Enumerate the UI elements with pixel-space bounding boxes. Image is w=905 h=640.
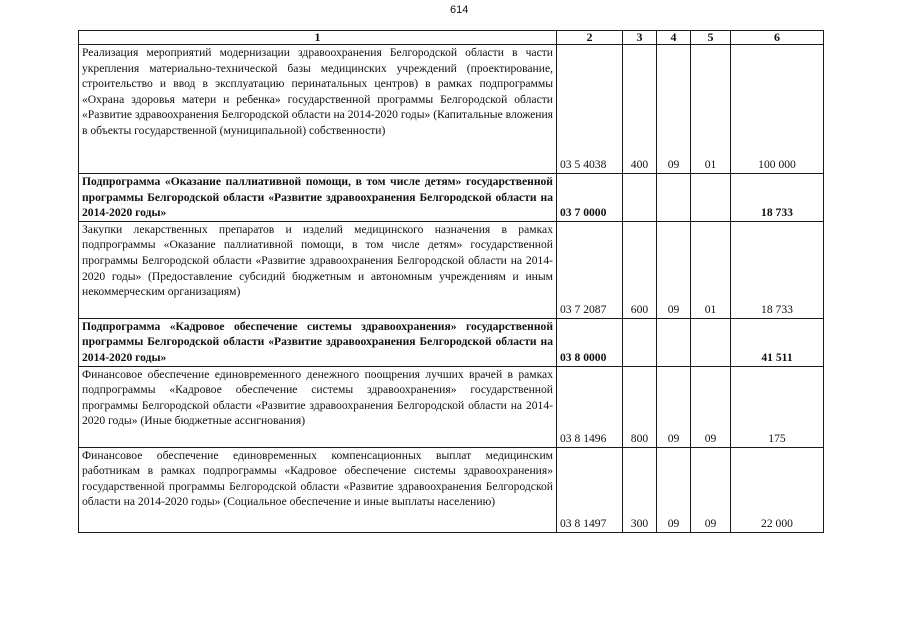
header-col-2: 2 [557,31,623,45]
row-description: Подпрограмма «Оказание паллиативной помощи, в том числе детям» государственной программы Белгородской области «Развитие здравоохранения Белгородской области на 2014-2020 годы» [79,174,557,222]
header-row [79,31,824,45]
row-code: 03 8 1497 [557,447,623,532]
row-subsection: 01 [691,221,731,318]
row-expense-type [623,174,657,222]
row-amount: 18 733 [731,174,824,222]
header-col-6: 6 [731,31,824,45]
table-row [79,366,824,447]
row-amount: 22 000 [731,447,824,532]
subprogram-row [79,174,824,222]
row-amount: 175 [731,366,824,447]
row-code: 03 7 0000 [557,174,623,222]
header-col-4: 4 [657,31,691,45]
subprogram-row [79,318,824,366]
row-section: 09 [657,447,691,532]
row-amount: 100 000 [731,45,824,174]
row-description: Реализация мероприятий модернизации здравоохранения Белгородской области в части укрепления материально-технической базы медицинских учреждений (проектирование, строительство и ввод в эксплуатацию перинатальных центров) в рамках подпрограммы «Охрана здоровья матери и ребенка» государственной программы Белгородской области «Развитие здравоохранения Белгородской области на 2014-2020 годы» (Капитальные вложения в объекты государственной (муниципальной) собственности) [79,45,557,174]
row-code: 03 5 4038 [557,45,623,174]
row-amount: 41 511 [731,318,824,366]
row-subsection [691,174,731,222]
row-subsection [691,318,731,366]
row-expense-type: 800 [623,366,657,447]
row-subsection: 09 [691,447,731,532]
row-amount: 18 733 [731,221,824,318]
row-expense-type: 300 [623,447,657,532]
table-row [79,447,824,532]
row-code: 03 8 0000 [557,318,623,366]
row-subsection: 01 [691,45,731,174]
header-col-3: 3 [623,31,657,45]
header-col-1: 1 [79,31,557,45]
row-description: Финансовое обеспечение единовременного денежного поощрения лучших врачей в рамках подпрограммы «Кадровое обеспечение системы здравоохранения» государственной программы Белгородской области «Развитие здравоохранения Белгородской области на 2014-2020 годы» (Иные бюджетные ассигнования) [79,366,557,447]
row-description: Финансовое обеспечение единовременных компенсационных выплат медицинским работникам в рамках подпрограммы «Кадровое обеспечение системы здравоохранения» государственной программы Белгородской области «Развитие здравоохранения Белгородской области на 2014-2020 годы» (Социальное обеспечение и иные выплаты населению) [79,447,557,532]
row-subsection: 09 [691,366,731,447]
row-section: 09 [657,221,691,318]
header-col-5: 5 [691,31,731,45]
row-section [657,318,691,366]
row-section [657,174,691,222]
row-expense-type: 400 [623,45,657,174]
table-row [79,221,824,318]
row-description: Подпрограмма «Кадровое обеспечение системы здравоохранения» государственной программы Белгородской области «Развитие здравоохранения Белгородской области на 2014-2020 годы» [79,318,557,366]
budget-table [78,30,824,533]
row-section: 09 [657,45,691,174]
page-number: 614 [450,4,469,16]
row-expense-type [623,318,657,366]
row-expense-type: 600 [623,221,657,318]
row-code: 03 8 1496 [557,366,623,447]
row-description: Закупки лекарственных препаратов и изделий медицинского назначения в рамках подпрограммы «Оказание паллиативной помощи, в том числе детям» государственной программы Белгородской области «Развитие здравоохранения Белгородской области на 2014-2020 годы» (Предоставление субсидий бюджетным и автономным учреждениям и иным некоммерческим организациям) [79,221,557,318]
row-section: 09 [657,366,691,447]
table-row [79,45,824,174]
row-code: 03 7 2087 [557,221,623,318]
